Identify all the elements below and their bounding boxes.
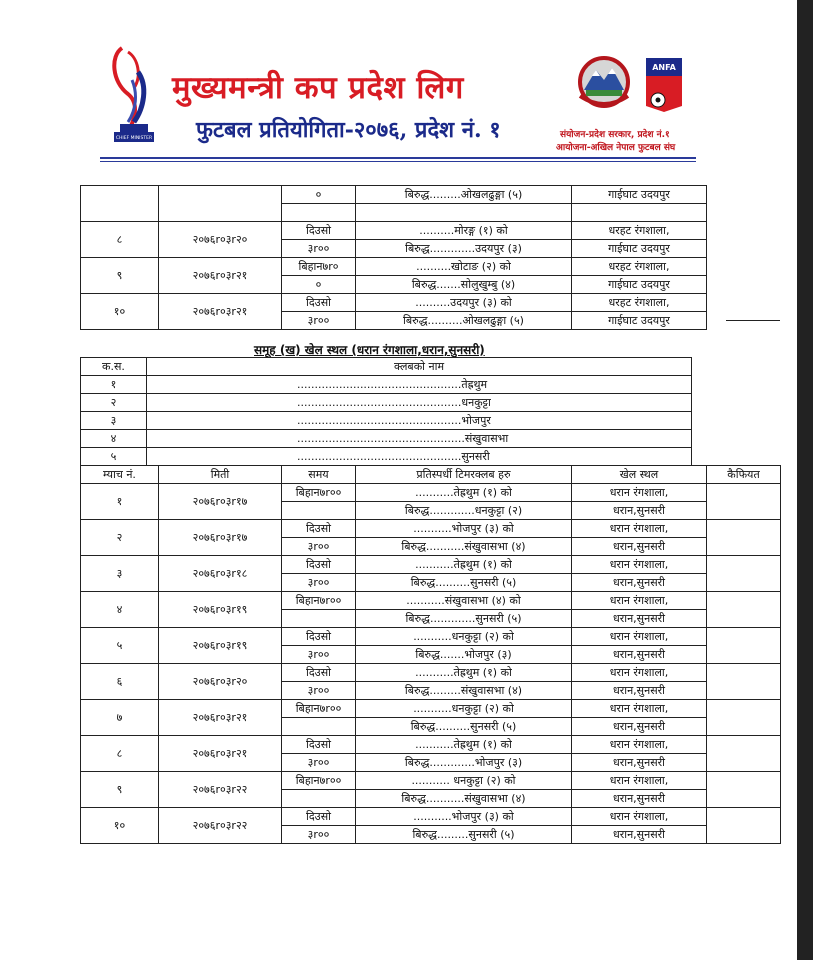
team-line: बिरुद्ध.........ओखलढुङ्गा (५)	[356, 186, 572, 204]
table-row	[81, 808, 781, 826]
team-line: ........... धनकुट्टा (२) को	[356, 772, 572, 790]
venue-line: गाईघाट उदयपुर	[572, 312, 707, 330]
table-row	[81, 556, 781, 574]
match-time: बिहान७r०	[282, 258, 356, 276]
club-name: ...............................................धनकुट्टा	[147, 394, 692, 412]
remarks-cell	[707, 808, 781, 844]
team-line: ...........तेह्रथुम (१) को	[356, 736, 572, 754]
match-date: २०७६r०३r१९	[159, 628, 282, 664]
match-time: दिउसो	[282, 808, 356, 826]
match-number: १०	[81, 808, 159, 844]
group-heading: समूह (ख) खेल स्थल (धरान रंगशाला,धरान,सुनसरी)	[254, 343, 485, 357]
match-time: बिहान७r००	[282, 700, 356, 718]
venue-line: धरान रंगशाला,	[572, 700, 707, 718]
club-serial: ३	[81, 412, 147, 430]
background-edge	[797, 0, 813, 960]
match-number: १०	[81, 294, 159, 330]
match-number: ९	[81, 258, 159, 294]
venue-line: धरान रंगशाला,	[572, 484, 707, 502]
team-line: बिरुद्ध.............भोजपुर (३)	[356, 754, 572, 772]
match-number: १	[81, 484, 159, 520]
team-line: ...........तेह्रथुम (१) को	[356, 664, 572, 682]
venue-line: धरान,सुनसरी	[572, 826, 707, 844]
team-line: बिरुद्ध..........सुनसरी (५)	[356, 718, 572, 736]
venue-line: धरहट रंगशाला,	[572, 294, 707, 312]
table-row	[81, 222, 707, 240]
match-date: २०७६r०३r१८	[159, 556, 282, 592]
match-time: ३r००	[282, 240, 356, 258]
team-line: बिरुद्ध..........सुनसरी (५)	[356, 574, 572, 592]
match-time: ०	[282, 186, 356, 204]
venue-line: धरान,सुनसरी	[572, 682, 707, 700]
team-line	[356, 204, 572, 222]
team-line: ...........तेह्रथुम (१) को	[356, 484, 572, 502]
header-date: मिती	[159, 466, 282, 484]
club-serial: १	[81, 376, 147, 394]
match-date	[159, 186, 282, 222]
team-line: बिरुद्ध.......सोलुखुम्बु (४)	[356, 276, 572, 294]
match-date: २०७६r०३r२१	[159, 736, 282, 772]
match-number: ९	[81, 772, 159, 808]
match-time: ३r००	[282, 574, 356, 592]
organizer-line-1: संयोजन-प्रदेश सरकार, प्रदेश नं.१	[560, 130, 670, 140]
club-name: ...............................................तेह्रथुम	[147, 376, 692, 394]
team-line: बिरुद्ध.........सुनसरी (५)	[356, 826, 572, 844]
club-serial: ४	[81, 430, 147, 448]
organizer-line-2: आयोजना-अखिल नेपाल फुटबल संघ	[556, 143, 676, 153]
venue-line: धरान,सुनसरी	[572, 790, 707, 808]
match-date: २०७६r०३r१७	[159, 484, 282, 520]
table-row	[81, 258, 707, 276]
team-line: बिरुद्ध.............सुनसरी (५)	[356, 610, 572, 628]
page-subtitle: फुटबल प्रतियोगिता-२०७६, प्रदेश नं. १	[196, 117, 501, 143]
nepal-emblem-icon	[574, 56, 634, 108]
header-time: समय	[282, 466, 356, 484]
match-date: २०७६r०३r१९	[159, 592, 282, 628]
remarks-cell	[707, 520, 781, 556]
header-match-no: म्याच नं.	[81, 466, 159, 484]
team-line: ...........भोजपुर (३) को	[356, 520, 572, 538]
venue-line: धरान रंगशाला,	[572, 520, 707, 538]
venue-line: गाईघाट उदयपुर	[572, 276, 707, 294]
match-schedule-table	[80, 465, 781, 844]
table-row	[81, 186, 707, 204]
team-line: ...........तेह्रथुम (१) को	[356, 556, 572, 574]
team-line: बिरुद्ध...........संखुवासभा (४)	[356, 790, 572, 808]
match-time	[282, 790, 356, 808]
venue-line: गाईघाट उदयपुर	[572, 186, 707, 204]
remarks-cell	[707, 628, 781, 664]
match-time: ३r००	[282, 682, 356, 700]
club-row	[81, 412, 692, 430]
club-row	[81, 376, 692, 394]
remarks-cell	[707, 772, 781, 808]
venue-line: धरान,सुनसरी	[572, 646, 707, 664]
table-row	[81, 592, 781, 610]
venue-line: धरान रंगशाला,	[572, 736, 707, 754]
team-line: ...........धनकुट्टा (२) को	[356, 628, 572, 646]
remarks-cell	[707, 556, 781, 592]
header-venue: खेल स्थल	[572, 466, 707, 484]
match-time: दिउसो	[282, 222, 356, 240]
venue-line: धरान,सुनसरी	[572, 754, 707, 772]
team-line: बिरुद्ध.............धनकुट्टा (२)	[356, 502, 572, 520]
top-schedule-table	[80, 185, 707, 330]
club-name: ...............................................भोजपुर	[147, 412, 692, 430]
club-row	[81, 448, 692, 466]
match-number: ५	[81, 628, 159, 664]
header-club-name: क्लबको नाम	[147, 358, 692, 376]
match-date: २०७६r०३r२१	[159, 258, 282, 294]
venue-line: धरान,सुनसरी	[572, 610, 707, 628]
match-number: ३	[81, 556, 159, 592]
team-line: ..........खोटाङ (२) को	[356, 258, 572, 276]
venue-line: धरान रंगशाला,	[572, 664, 707, 682]
venue-line: धरान,सुनसरी	[572, 502, 707, 520]
team-line: ..........मोरङ्ग (१) को	[356, 222, 572, 240]
match-time	[282, 502, 356, 520]
remarks-cell	[707, 664, 781, 700]
team-line: ...........भोजपुर (३) को	[356, 808, 572, 826]
match-time: दिउसो	[282, 294, 356, 312]
match-time: दिउसो	[282, 520, 356, 538]
match-date: २०७६r०३r२१	[159, 700, 282, 736]
header-rule	[100, 157, 696, 159]
match-time: बिहान७r००	[282, 592, 356, 610]
match-time: दिउसो	[282, 556, 356, 574]
match-time: ३r००	[282, 538, 356, 556]
anfa-logo	[644, 54, 684, 114]
match-time: ३r००	[282, 312, 356, 330]
venue-line: धरान रंगशाला,	[572, 592, 707, 610]
remarks-cell	[707, 700, 781, 736]
match-number	[81, 186, 159, 222]
club-serial: २	[81, 394, 147, 412]
header-remarks: कैफियत	[707, 466, 781, 484]
table-row	[81, 664, 781, 682]
team-line: बिरुद्ध.........संखुवासभा (४)	[356, 682, 572, 700]
page-title: मुख्यमन्त्री कप प्रदेश लिग	[172, 70, 464, 106]
match-number: ८	[81, 736, 159, 772]
match-time: बिहान७r००	[282, 484, 356, 502]
team-line: ..........उदयपुर (३) को	[356, 294, 572, 312]
table-edge-line	[726, 320, 780, 321]
match-time	[282, 204, 356, 222]
venue-line: धरहट रंगशाला,	[572, 258, 707, 276]
match-time: ३r००	[282, 826, 356, 844]
header-teams: प्रतिस्पर्धी टिमरक्लब हरु	[356, 466, 572, 484]
match-time: दिउसो	[282, 664, 356, 682]
match-time	[282, 718, 356, 736]
club-list-table	[80, 357, 692, 466]
remarks-cell	[707, 484, 781, 520]
match-date: २०७६r०३r२०	[159, 664, 282, 700]
anfa-label: ANFA	[652, 63, 676, 72]
match-time: ३r००	[282, 754, 356, 772]
club-serial: ५	[81, 448, 147, 466]
table-row	[81, 628, 781, 646]
team-line: ...........संखुवासभा (४) को	[356, 592, 572, 610]
remarks-cell	[707, 592, 781, 628]
table-row	[81, 484, 781, 502]
match-date: २०७६r०३r१७	[159, 520, 282, 556]
team-line: बिरुद्ध.......भोजपुर (३)	[356, 646, 572, 664]
match-date: २०७६r०३r२१	[159, 294, 282, 330]
header-serial: क.स.	[81, 358, 147, 376]
match-time: दिउसो	[282, 736, 356, 754]
match-number: ४	[81, 592, 159, 628]
venue-line	[572, 204, 707, 222]
venue-line: धरान रंगशाला,	[572, 772, 707, 790]
table-row	[81, 700, 781, 718]
logo-caption: CHIEF MINISTER	[115, 136, 153, 141]
venue-line: धरहट रंगशाला,	[572, 222, 707, 240]
venue-line: धरान,सुनसरी	[572, 718, 707, 736]
club-row	[81, 430, 692, 448]
venue-line: धरान,सुनसरी	[572, 574, 707, 592]
team-line: बिरुद्ध...........संखुवासभा (४)	[356, 538, 572, 556]
table-row	[81, 294, 707, 312]
match-time: बिहान७r००	[282, 772, 356, 790]
table-row	[81, 520, 781, 538]
chief-minister-cup-logo	[108, 42, 160, 146]
match-date: २०७६r०३r२०	[159, 222, 282, 258]
match-date: २०७६r०३r२२	[159, 772, 282, 808]
match-time: दिउसो	[282, 628, 356, 646]
header-rule-thin	[100, 161, 696, 162]
venue-line: धरान रंगशाला,	[572, 628, 707, 646]
team-line: बिरुद्ध..........ओखलढुङ्गा (५)	[356, 312, 572, 330]
venue-line: धरान रंगशाला,	[572, 808, 707, 826]
venue-line: धरान,सुनसरी	[572, 538, 707, 556]
table-row	[81, 736, 781, 754]
match-time: ३r००	[282, 646, 356, 664]
venue-line: गाईघाट उदयपुर	[572, 240, 707, 258]
match-number: २	[81, 520, 159, 556]
match-number: ६	[81, 664, 159, 700]
match-number: ७	[81, 700, 159, 736]
match-time	[282, 610, 356, 628]
table-row	[81, 772, 781, 790]
club-name: ................................................संखुवासभा	[147, 430, 692, 448]
schedule-table-header	[81, 466, 781, 484]
club-name: ...............................................सुनसरी	[147, 448, 692, 466]
match-date: २०७६r०३r२२	[159, 808, 282, 844]
team-line: बिरुद्ध.............उदयपुर (३)	[356, 240, 572, 258]
club-row	[81, 394, 692, 412]
match-number: ८	[81, 222, 159, 258]
remarks-cell	[707, 736, 781, 772]
team-line: ...........धनकुट्टा (२) को	[356, 700, 572, 718]
club-table-header	[81, 358, 692, 376]
match-time: ०	[282, 276, 356, 294]
venue-line: धरान रंगशाला,	[572, 556, 707, 574]
